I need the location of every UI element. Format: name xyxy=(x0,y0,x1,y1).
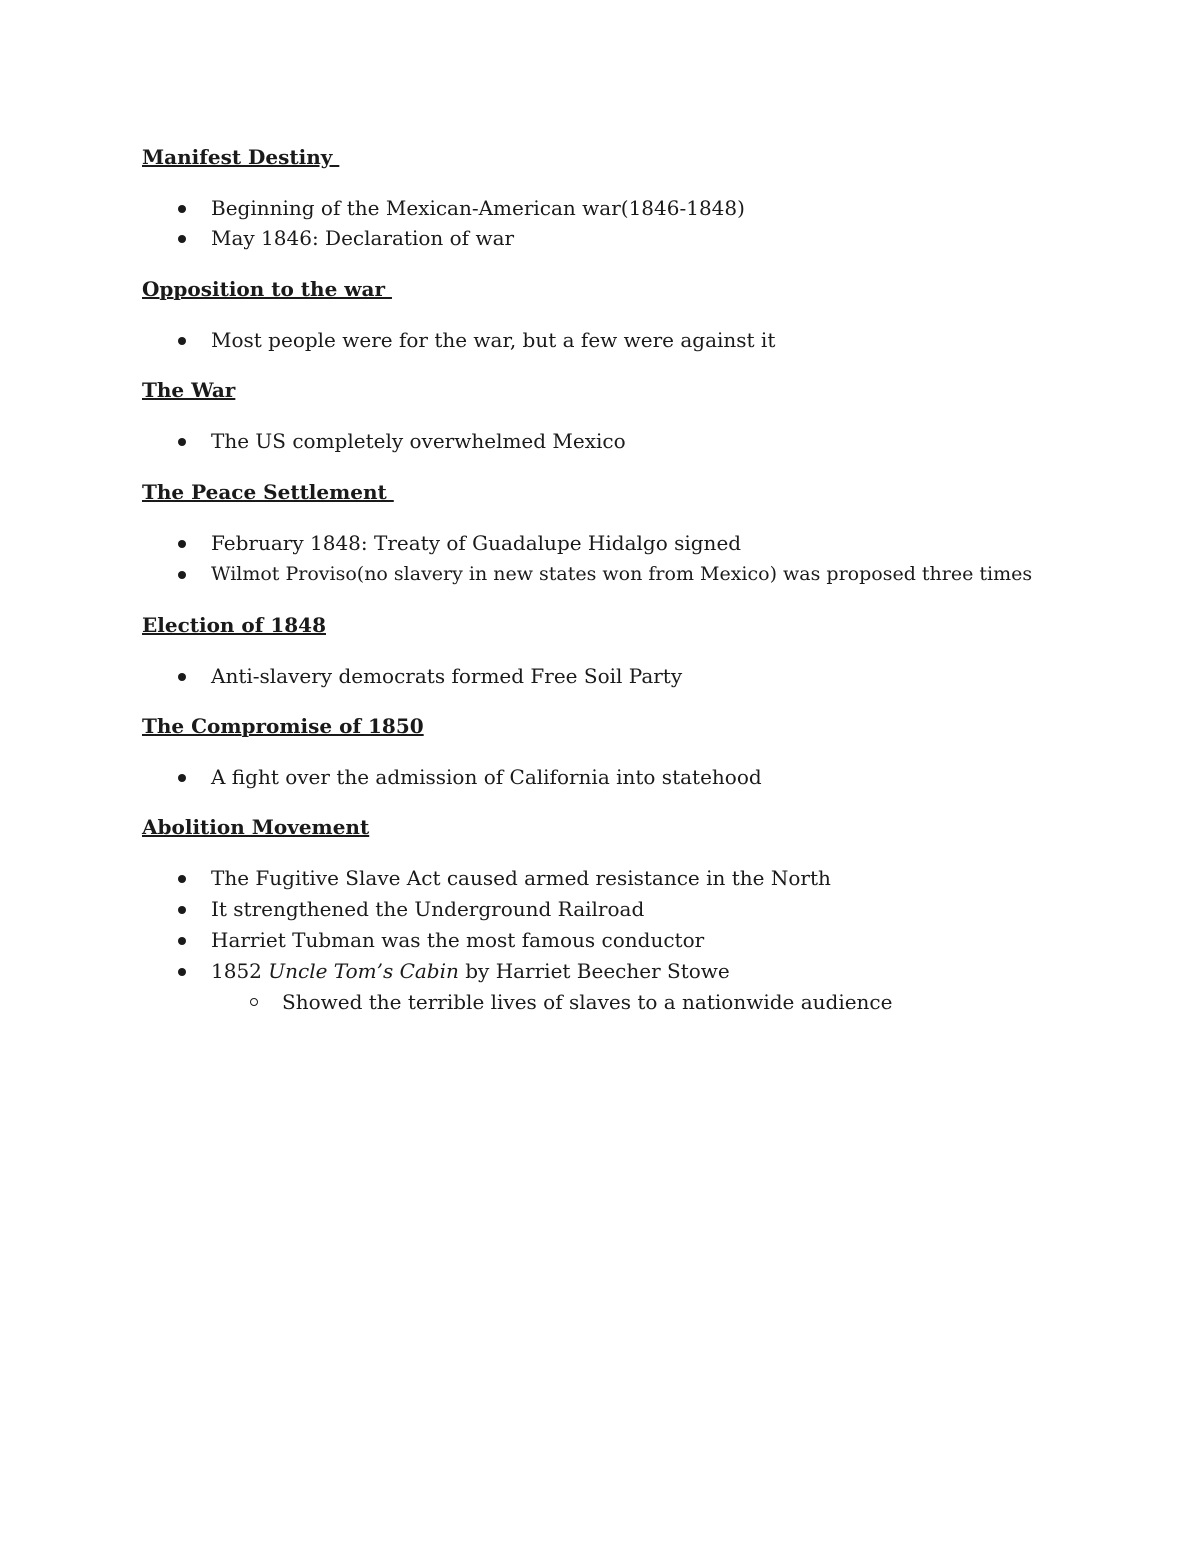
bullet-icon xyxy=(178,205,186,213)
bullet-icon xyxy=(178,968,186,976)
heading-opposition-to-the-war: Opposition to the war xyxy=(142,277,392,301)
list-item-text: Wilmot Proviso(no slavery in new states won from Mexico) was proposed three times xyxy=(211,563,1033,585)
list-item-text xyxy=(211,959,730,983)
bullet-icon xyxy=(178,540,186,548)
list-item-text: It strengthened the Underground Railroad xyxy=(211,897,645,921)
heading-the-peace-settlement: The Peace Settlement xyxy=(142,480,394,504)
list-item-text: May 1846: Declaration of war xyxy=(211,226,515,250)
book-year: 1852 xyxy=(211,959,269,983)
list-item-text: February 1848: Treaty of Guadalupe Hidalgo signed xyxy=(211,531,742,555)
list-item-text: Harriet Tubman was the most famous conductor xyxy=(211,928,705,952)
bullet-icon xyxy=(178,906,186,914)
bullet-icon xyxy=(178,875,186,883)
bullet-icon xyxy=(178,438,186,446)
bullet-icon xyxy=(178,673,186,681)
bullet-icon xyxy=(178,337,186,345)
heading-manifest-destiny: Manifest Destiny xyxy=(142,145,340,169)
book-author: by Harriet Beecher Stowe xyxy=(458,959,730,983)
list-item-text: A fight over the admission of California into statehood xyxy=(211,765,762,789)
sub-list-item-text: Showed the terrible lives of slaves to a nationwide audience xyxy=(282,990,893,1014)
list-item-text: The Fugitive Slave Act caused armed resistance in the North xyxy=(211,866,831,890)
heading-the-war: The War xyxy=(142,378,236,402)
list-item-text: Anti-slavery democrats formed Free Soil Party xyxy=(211,664,683,688)
heading-the-compromise-of-1850: The Compromise of 1850 xyxy=(142,714,424,738)
list-item-text: The US completely overwhelmed Mexico xyxy=(211,429,626,453)
bullet-icon xyxy=(178,774,186,782)
heading-election-of-1848: Election of 1848 xyxy=(142,613,326,637)
list-item-text: Beginning of the Mexican-American war(1846-1848) xyxy=(211,196,745,220)
bullet-icon xyxy=(178,235,186,243)
book-title: Uncle Tom’s Cabin xyxy=(268,959,459,983)
heading-abolition-movement: Abolition Movement xyxy=(142,815,370,839)
bullet-icon xyxy=(178,937,186,945)
bullet-icon xyxy=(178,571,186,579)
hollow-bullet-icon xyxy=(250,998,258,1006)
list-item-text: Most people were for the war, but a few were against it xyxy=(211,328,776,352)
